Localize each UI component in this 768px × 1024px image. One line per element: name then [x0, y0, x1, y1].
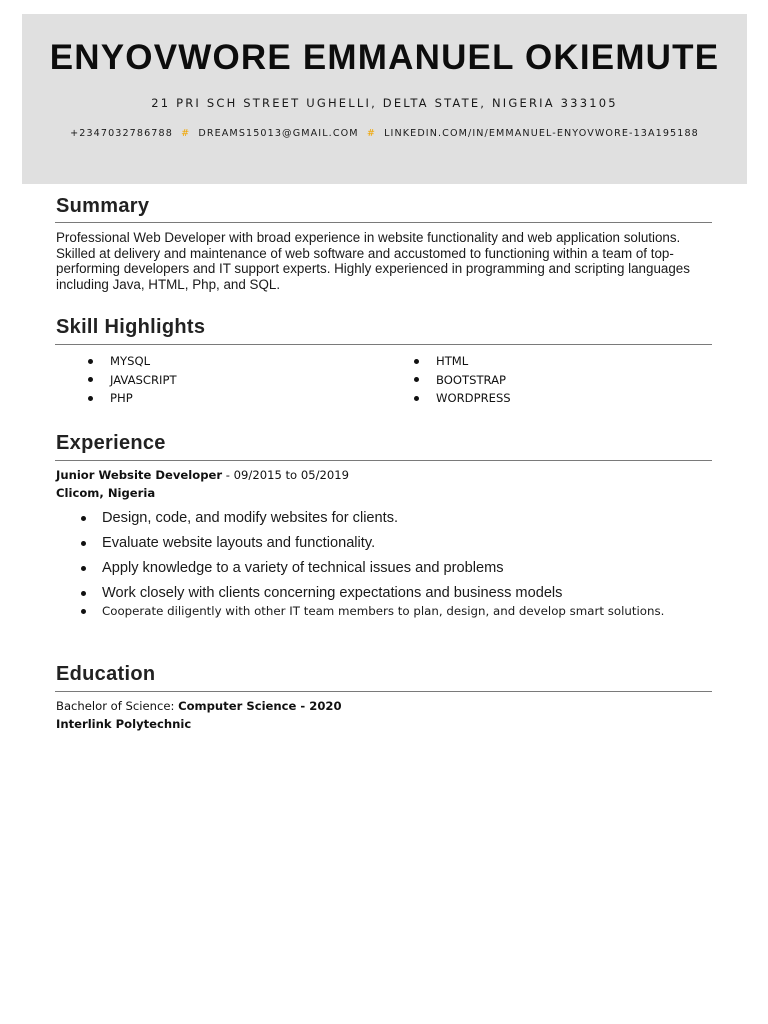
bullet-icon	[81, 541, 86, 546]
skills-divider	[55, 344, 712, 345]
job-title-line	[56, 468, 349, 482]
duty-text: Apply knowledge to a variety of technical issues and problems	[102, 560, 504, 576]
bullet-icon	[414, 359, 419, 364]
skill-label: WORDPRESS	[436, 391, 511, 405]
linkedin-url: LINKEDIN.COM/IN/EMMANUEL-ENYOVWORE-13A195188	[384, 128, 699, 139]
contact-separator: #	[181, 128, 191, 139]
candidate-name: ENYOVWORE EMMANUEL OKIEMUTE	[49, 38, 720, 77]
job-dates: - 09/2015 to 05/2019	[222, 468, 350, 482]
resume-header	[22, 14, 747, 184]
skills-list-right	[436, 352, 511, 408]
education-heading: Education	[56, 663, 156, 685]
skill-item	[110, 389, 177, 408]
bullet-icon	[81, 609, 86, 614]
skill-label: PHP	[110, 391, 133, 405]
skill-label: MYSQL	[110, 354, 151, 368]
job-company: Clicom, Nigeria	[56, 486, 156, 500]
bullet-icon	[88, 396, 93, 401]
duty-item	[102, 508, 664, 533]
bullet-icon	[81, 591, 86, 596]
degree-line	[56, 699, 342, 713]
bullet-icon	[414, 396, 419, 401]
experience-divider	[55, 460, 712, 461]
skill-label: BOOTSTRAP	[436, 372, 507, 387]
bullet-icon	[81, 516, 86, 521]
duty-text: Evaluate website layouts and functionality.	[102, 535, 376, 551]
contact-separator: #	[366, 128, 376, 139]
duty-item	[102, 533, 664, 558]
duty-text: Cooperate diligently with other IT team members to plan, design, and develop smart solutions.	[102, 604, 665, 618]
contact-line	[22, 128, 747, 139]
candidate-address: 21 PRI SCH STREET UGHELLI, DELTA STATE, NIGERIA 333105	[151, 96, 618, 110]
duty-item	[102, 603, 664, 621]
skill-item	[436, 371, 511, 390]
email-address: DREAMS15013@GMAIL.COM	[198, 128, 359, 139]
skill-item	[436, 352, 511, 371]
skill-item	[110, 352, 177, 371]
skill-label: JAVASCRIPT	[110, 372, 177, 387]
summary-divider	[55, 222, 712, 223]
degree-label: Bachelor of Science:	[56, 699, 179, 713]
skill-item	[436, 389, 511, 408]
duty-text: Design, code, and modify websites for clients.	[102, 510, 399, 526]
degree-field: Computer Science - 2020	[178, 699, 342, 713]
bullet-icon	[88, 359, 93, 364]
job-duties-list	[102, 508, 664, 621]
bullet-icon	[81, 566, 86, 571]
school-name: Interlink Polytechnic	[56, 717, 192, 731]
skill-item	[110, 371, 177, 390]
summary-text: Professional Web Developer with broad experience in website functionality and web application solutions. Skilled at delivery and maintenance of web software and accustomed to functioning within a team of top-performing developers and IT support experts. Highly experienced in programming and scripting languages including Java, HTML, Php, and SQL.	[56, 230, 690, 292]
bullet-icon	[88, 377, 93, 382]
summary-heading: Summary	[56, 195, 150, 217]
duty-item	[102, 558, 664, 583]
education-divider	[55, 691, 712, 692]
skills-heading: Skill Highlights	[56, 316, 206, 338]
duty-text: Work closely with clients concerning expectations and business models	[102, 585, 563, 601]
phone-number: +2347032786788	[70, 128, 173, 139]
experience-heading: Experience	[56, 432, 166, 454]
skills-list-left	[110, 352, 177, 408]
skill-label: HTML	[436, 354, 469, 368]
job-title: Junior Website Developer	[56, 468, 223, 482]
bullet-icon	[414, 377, 419, 382]
